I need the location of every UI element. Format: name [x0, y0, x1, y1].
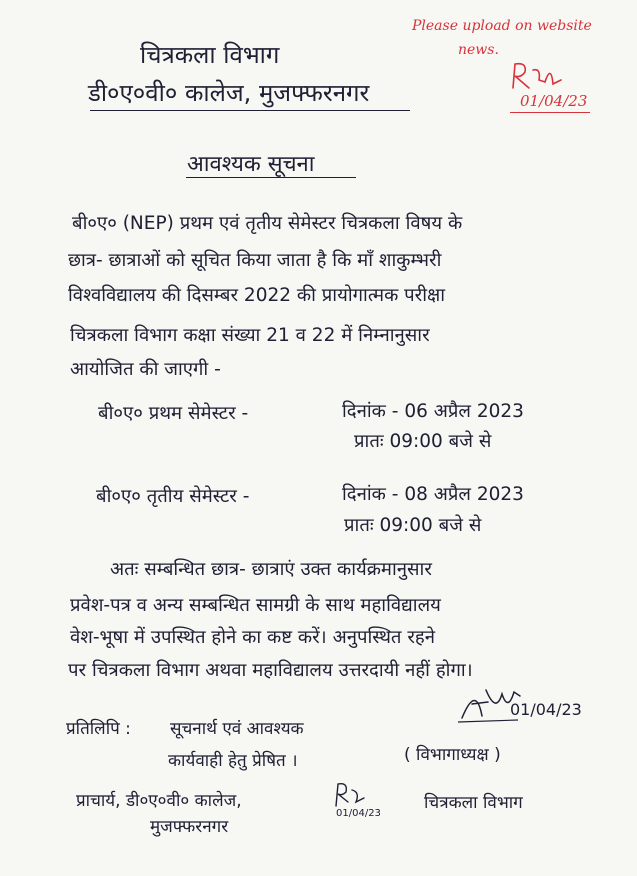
hod-signature-date: 01/04/23 — [510, 700, 582, 719]
department-name: चित्रकला विभाग — [140, 41, 280, 69]
copy-text-1: सूचनार्थ एवं आवश्यक — [170, 719, 304, 739]
upload-note-line2: news. — [458, 42, 499, 58]
red-date-underline — [510, 112, 590, 113]
closing-line-1: अतः सम्बन्धित छात्र- छात्राएं उक्त कार्यक्रमानुसार — [110, 559, 432, 580]
hod-department: चित्रकला विभाग — [424, 793, 523, 813]
schedule-1-exam: बी०ए० प्रथम सेमेस्टर - — [98, 403, 249, 424]
schedule-2-time: प्रातः 09:00 बजे से — [344, 515, 482, 536]
closing-line-2: प्रवेश-पत्र व अन्य सम्बन्धित सामग्री के साथ महाविद्यालय — [70, 595, 441, 616]
schedule-2-date: दिनांक - 08 अप्रैल 2023 — [342, 484, 524, 505]
upload-note-line1: Please upload on website — [412, 18, 592, 34]
copy-initials-signature — [330, 780, 370, 810]
copy-recipient-2: मुजफ्फरनगर — [150, 817, 229, 837]
title-underline — [186, 177, 356, 178]
hod-designation: ( विभागाध्यक्ष ) — [404, 745, 501, 765]
header-underline — [90, 110, 410, 111]
closing-line-3: वेश-भूषा में उपस्थित होने का कष्ट करें। अनुपस्थित रहने — [70, 627, 436, 648]
notice-title: आवश्यक सूचना — [187, 152, 315, 177]
schedule-2-exam: बी०ए० तृतीय सेमेस्टर - — [96, 486, 250, 507]
copy-initials-date: 01/04/23 — [336, 808, 381, 819]
schedule-1-time: प्रातः 09:00 बजे से — [354, 431, 492, 452]
copy-text-2: कार्यवाही हेतु प्रेषित । — [168, 751, 298, 771]
schedule-1-date: दिनांक - 06 अप्रैल 2023 — [342, 401, 524, 422]
red-initials-signature — [505, 58, 565, 94]
college-name: डी०ए०वी० कालेज, मुजफ्फरनगर — [88, 79, 370, 107]
body-line-5: आयोजित की जाएगी - — [70, 359, 221, 380]
copy-recipient-1: प्राचार्य, डी०ए०वी० कालेज, — [76, 791, 242, 811]
red-annotation-date: 01/04/23 — [520, 92, 588, 110]
body-line-4: चित्रकला विभाग कक्षा संख्या 21 व 22 में निम्नानुसार — [70, 325, 430, 346]
body-line-3: विश्वविद्यालय की दिसम्बर 2022 की प्रायोगात्मक परीक्षा — [68, 285, 446, 306]
body-line-2: छात्र- छात्राओं को सूचित किया जाता है कि माँ शाकुम्भरी — [68, 250, 442, 271]
closing-line-4: पर चित्रकला विभाग अथवा महाविद्यालय उत्तरदायी नहीं होगा। — [68, 660, 473, 681]
body-line-1: बी०ए० (NEP) प्रथम एवं तृतीय सेमेस्टर चित्रकला विषय के — [72, 213, 463, 234]
copy-prefix: प्रतिलिपि : — [66, 719, 131, 739]
